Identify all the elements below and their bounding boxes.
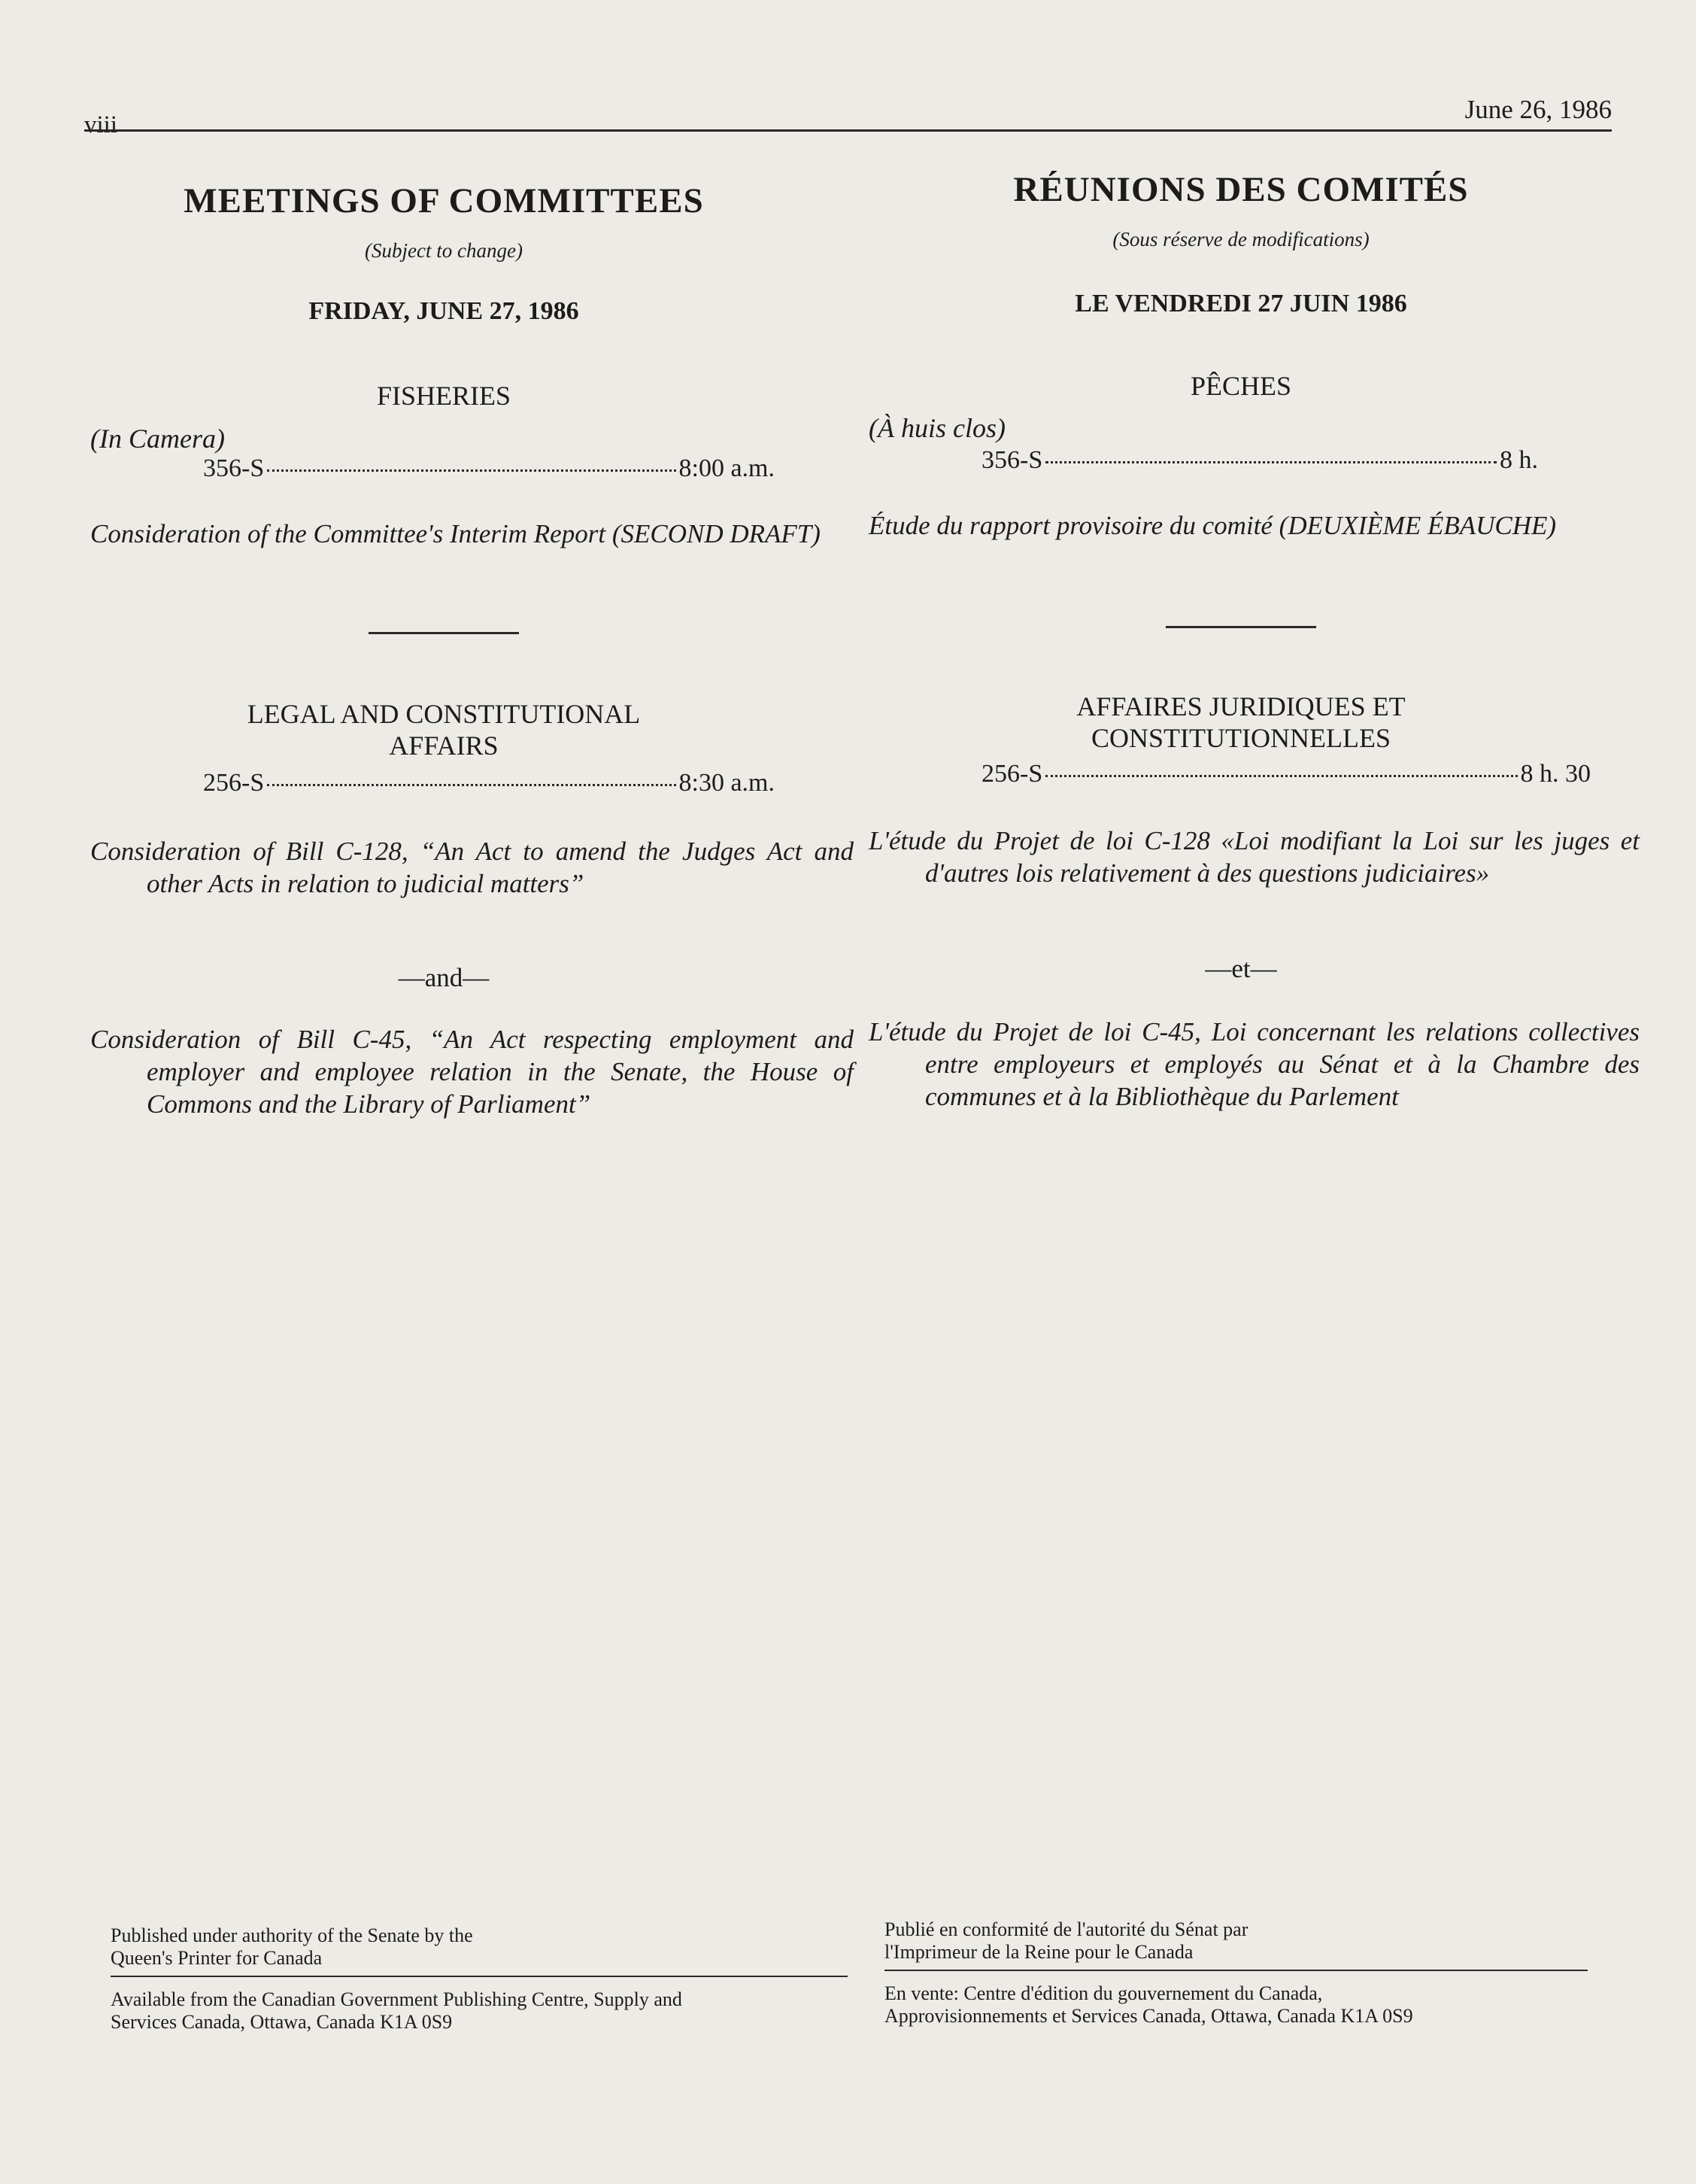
english-meeting-date: FRIDAY, JUNE 27, 1986 (308, 297, 579, 325)
english-publication-notice (111, 1924, 473, 1970)
legal-room: 256-S (203, 769, 265, 797)
fisheries-room-time (203, 454, 775, 483)
legal-room-time (203, 769, 775, 797)
fisheries-committee-name: FISHERIES (376, 381, 511, 411)
leader-dots (1045, 461, 1497, 463)
issue-date: June 26, 1986 (1464, 95, 1612, 124)
footer-line: En vente: Centre d'édition du gouvernement du Canada, (884, 1982, 1323, 2004)
fisheries-camera-note: (In Camera) (90, 424, 225, 454)
english-subtitle: (Subject to change) (365, 239, 523, 262)
english-availability-notice (111, 1988, 682, 2034)
agenda-conjunction: —and— (398, 963, 490, 992)
juridiques-room: 256-S (981, 760, 1043, 788)
footer-rule (884, 1970, 1588, 1971)
leader-dots (1045, 775, 1517, 777)
section-separator (1166, 626, 1316, 628)
footer-line: Available from the Canadian Government Publishing Centre, Supply and (111, 1988, 682, 2010)
juridiques-time: 8 h. 30 (1520, 760, 1591, 788)
peches-room-time (981, 446, 1538, 475)
french-availability-notice (884, 1982, 1413, 2028)
french-subtitle: (Sous réserve de modifications) (1112, 228, 1370, 251)
header-rule (84, 129, 1612, 132)
french-meeting-date: LE VENDREDI 27 JUIN 1986 (1075, 290, 1407, 317)
juridiques-committee-name (869, 691, 1613, 754)
juridiques-name-line1: AFFAIRES JURIDIQUES ET (1076, 691, 1406, 721)
legal-agenda-item-1: Consideration of Bill C-128, “An Act to amend the Judges Act and other Acts in relation to judicial matters” (90, 837, 854, 898)
french-publication-notice (884, 1918, 1248, 1964)
legal-name-line2: AFFAIRS (389, 731, 499, 761)
english-title: MEETINGS OF COMMITTEES (184, 181, 704, 220)
legal-committee-name (90, 698, 797, 761)
section-separator (369, 632, 519, 634)
footer-line: Services Canada, Ottawa, Canada K1A 0S9 (111, 2011, 453, 2033)
fisheries-agenda-item: Consideration of the Committee's Interim Report (SECOND DRAFT) (90, 519, 821, 548)
agenda-conjunction: —et— (1205, 954, 1277, 983)
footer-line: Queen's Printer for Canada (111, 1947, 323, 1969)
fisheries-time: 8:00 a.m. (678, 454, 775, 482)
leader-dots (267, 784, 675, 786)
peches-camera-note: (À huis clos) (869, 413, 1006, 443)
juridiques-agenda-item-2: L'étude du Projet de loi C-45, Loi concernant les relations collectives entre employeurs et employés au Sénat et à la Chambre des communes et à la Bibliothèque du Parlement (869, 1017, 1640, 1111)
peches-time: 8 h. (1500, 446, 1538, 474)
juridiques-room-time (981, 760, 1591, 788)
legal-time: 8:30 a.m. (678, 769, 775, 797)
juridiques-agenda-item-1: L'étude du Projet de loi C-128 «Loi modifiant la Loi sur les juges et d'autres lois relativement à des questions judiciaires» (869, 826, 1640, 888)
footer-line: Approvisionnements et Services Canada, Ottawa, Canada K1A 0S9 (884, 2005, 1413, 2027)
peches-committee-name: PÊCHES (1190, 371, 1292, 401)
legal-agenda-item-2: Consideration of Bill C-45, “An Act respecting employment and employer and employee relation in the Senate, the House of Commons and the Library of Parliament” (90, 1025, 854, 1119)
peches-room: 356-S (981, 446, 1043, 474)
page-number: viii (84, 111, 118, 138)
french-title: RÉUNIONS DES COMITÉS (1013, 170, 1469, 209)
juridiques-name-line2: CONSTITUTIONNELLES (1091, 723, 1391, 753)
fisheries-room: 356-S (203, 454, 265, 482)
footer-rule (111, 1976, 848, 1977)
footer-line: Publié en conformité de l'autorité du Sénat par (884, 1918, 1248, 1940)
footer-line: l'Imprimeur de la Reine pour le Canada (884, 1941, 1194, 1963)
legal-name-line1: LEGAL AND CONSTITUTIONAL (247, 699, 641, 729)
footer-line: Published under authority of the Senate by the (111, 1924, 473, 1946)
peches-agenda-item: Étude du rapport provisoire du comité (DEUXIÈME ÉBAUCHE) (869, 511, 1557, 540)
leader-dots (267, 469, 675, 472)
